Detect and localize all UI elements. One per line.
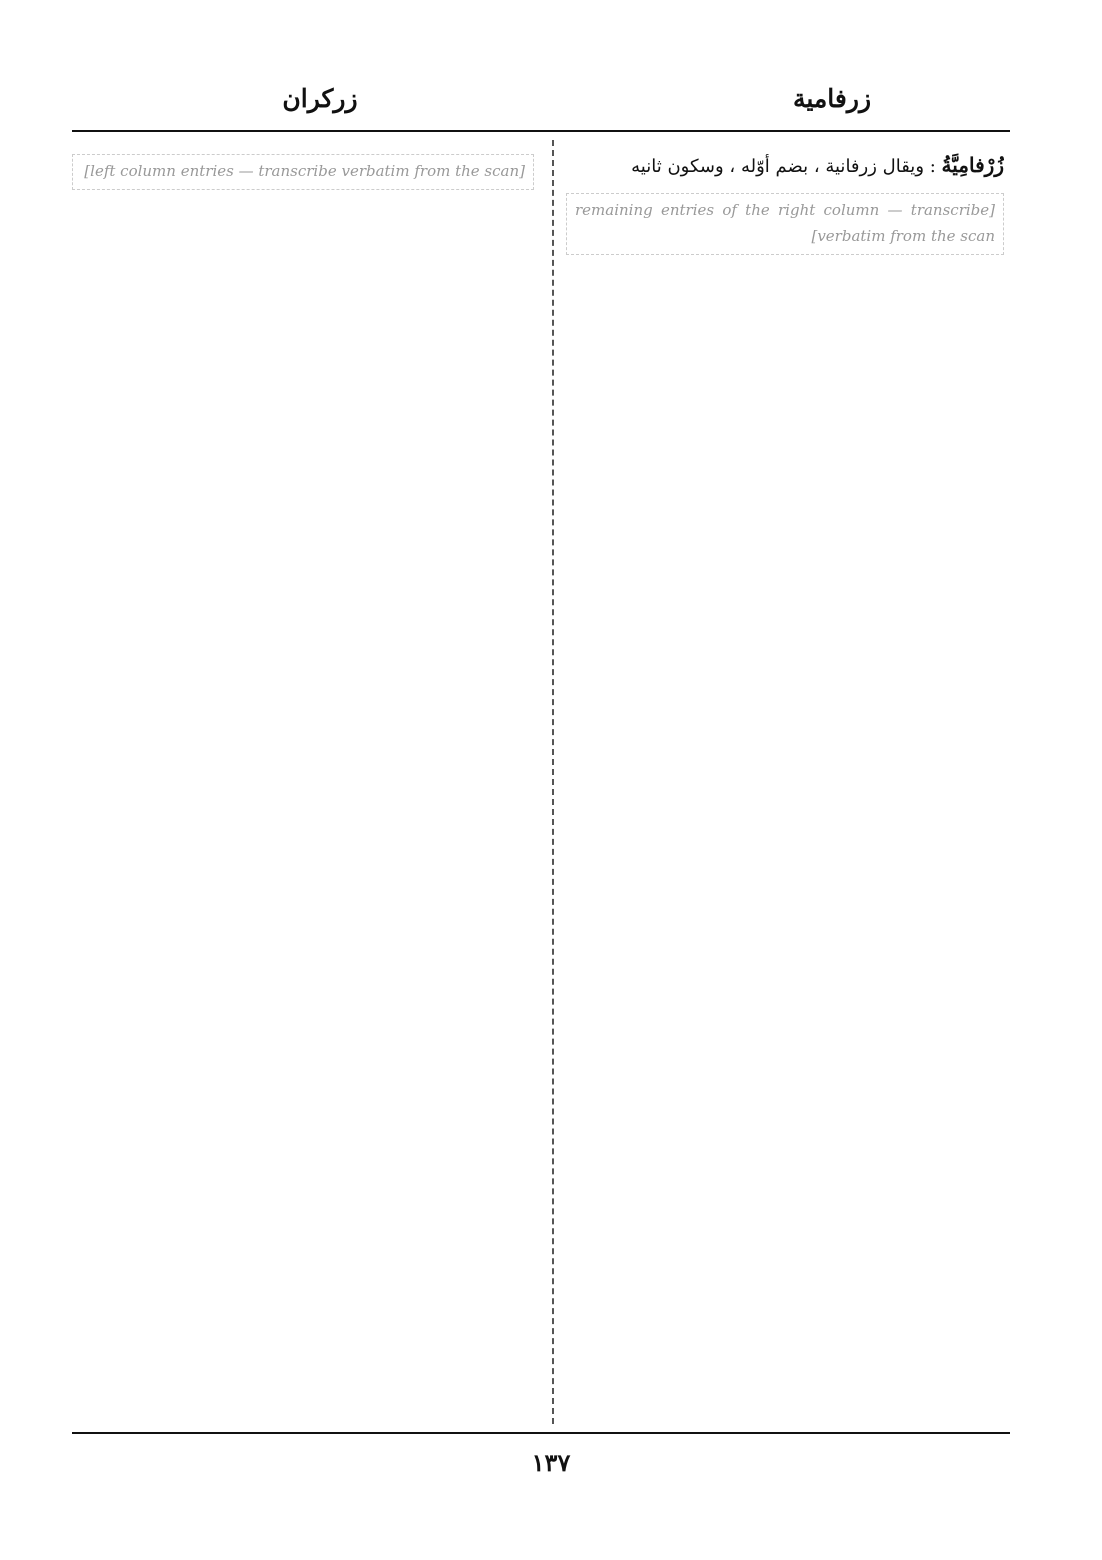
entry-text: ويقال زرفانية ، بضم أوّله ، وسكون ثانيه bbox=[631, 156, 925, 177]
running-head-left: زركران bbox=[282, 84, 358, 113]
header-rule bbox=[72, 130, 1010, 132]
footer-rule bbox=[72, 1432, 1010, 1434]
transcription-placeholder: [left column entries — transcribe verbatim from the scan] bbox=[72, 154, 534, 190]
running-head-right: زرفامية bbox=[792, 84, 872, 113]
column-left bbox=[72, 148, 534, 1424]
entry-headword: زُرْفامِيَّةُ bbox=[941, 153, 1004, 177]
column-right bbox=[566, 148, 1004, 1424]
transcription-placeholder: [remaining entries of the right column — transcribe verbatim from the scan] bbox=[566, 193, 1004, 255]
headword-separator: : bbox=[924, 156, 936, 177]
entry bbox=[566, 148, 1004, 183]
page-number: ١٣٧ bbox=[531, 1448, 571, 1477]
column-divider bbox=[552, 140, 554, 1424]
